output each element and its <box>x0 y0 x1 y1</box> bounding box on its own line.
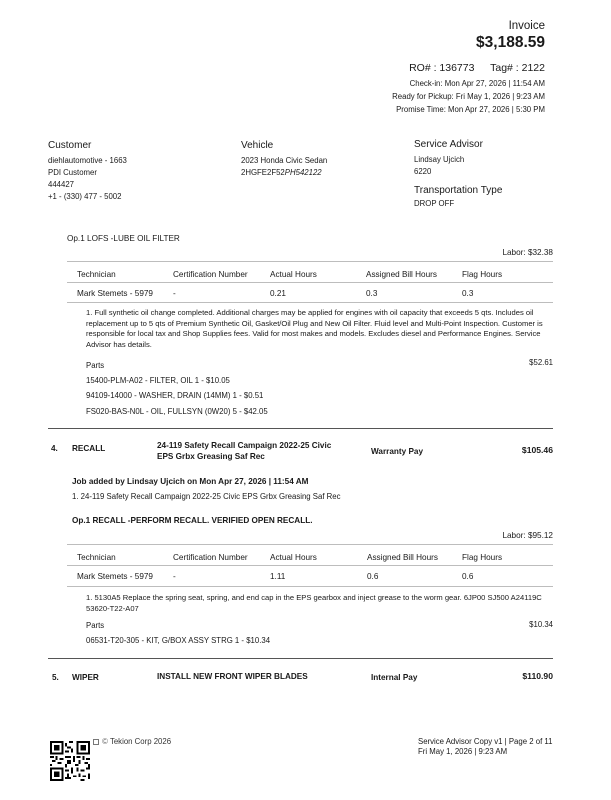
tag-number: Tag# : 2122 <box>490 62 545 74</box>
col-assigned-hours: Assigned Bill Hours <box>366 270 437 279</box>
customer-phone: +1 - (330) 477 - 5002 <box>48 192 122 201</box>
job4-note: 1. 24-119 Safety Recall Campaign 2022-25 Civic EPS Grbx Greasing Saf Rec <box>72 492 341 501</box>
part-item: FS020-BAS-N0L - OIL, FULLSYN (0W20) 5 - $42.05 <box>86 407 268 416</box>
job-divider <box>48 428 553 429</box>
job5-number: 5. <box>52 673 59 682</box>
job4-amount: $105.46 <box>521 445 553 455</box>
part-item: 94109-14000 - WASHER, DRAIN (14MM) 1 - $0.51 <box>86 391 264 400</box>
tech-name: Mark Stemets - 5979 <box>77 289 153 298</box>
job4-description <box>157 440 331 462</box>
advisor-block <box>414 139 502 210</box>
vehicle-description: 2023 Honda Civic Sedan <box>241 156 328 165</box>
divider <box>67 565 553 566</box>
col-certification: Certification Number <box>173 553 248 562</box>
checkin-time: Check-in: Mon Apr 27, 2026 | 11:54 AM <box>409 79 545 88</box>
col-actual-hours: Actual Hours <box>270 270 317 279</box>
col-assigned-hours: Assigned Bill Hours <box>367 553 438 562</box>
vin-suffix: PH542122 <box>284 168 322 177</box>
op1-description: 1. Full synthetic oil change completed. Additional charges may be applied for engines with oil capacity that exceeds 5 qts. Includes oil replacement up to 5 qts of Premium Synthetic Oil, Gasket/Oil Plug and New Oil Filter. Fluid level and Multi-Point Inspection. Customer is responsible for local tax and Shop Supplies fees. Valid for most makes and models. Excludes diesel and Performance Engines. Service Advisor has details. <box>86 308 543 349</box>
col-actual-hours: Actual Hours <box>270 553 317 562</box>
qr-code <box>50 741 90 781</box>
job4-desc-line1: 24-119 Safety Recall Campaign 2022-25 Civic <box>157 441 332 450</box>
actual-hours: 0.21 <box>270 289 286 298</box>
job4-parts-label: Parts <box>86 621 105 630</box>
promise-time: Promise Time: Mon Apr 27, 2026 | 5:30 PM <box>396 105 545 114</box>
doc-type: Invoice <box>508 20 545 32</box>
job5-pay-type: Internal Pay <box>371 673 418 682</box>
op1-title: Op.1 LOFS -LUBE OIL FILTER <box>67 234 180 243</box>
transport-value: DROP OFF <box>414 199 455 208</box>
transport-heading: Transportation Type <box>414 185 503 196</box>
customer-heading: Customer <box>48 140 92 151</box>
vehicle-heading: Vehicle <box>241 140 274 151</box>
cert-number: - <box>173 572 176 581</box>
job4-op-title: Op.1 RECALL -PERFORM RECALL. VERIFIED OPEN RECALL. <box>72 516 313 525</box>
divider <box>67 282 553 283</box>
job4-op-description: 1. 5130A5 Replace the spring seat, spring, and end cap in the EPS gearbox and inject grease to the worm gear. 6JP00 SJ500 A24119C 53620-T22-A07 <box>86 593 542 613</box>
customer-id: 444427 <box>48 180 75 189</box>
ro-number: RO# : 136773 <box>409 62 475 74</box>
job4-pay-type: Warranty Pay <box>371 447 424 456</box>
flag-hours: 0.3 <box>462 289 474 298</box>
tekion-logo-icon <box>93 739 99 745</box>
job5-code: WIPER <box>72 673 99 682</box>
assigned-hours: 0.3 <box>366 289 378 298</box>
divider <box>67 302 553 303</box>
customer-block <box>48 140 127 203</box>
job4-added-by: Job added by Lindsay Ujcich on Mon Apr 27, 2026 | 11:54 AM <box>72 477 309 486</box>
ro-tag-line <box>409 62 545 74</box>
footer-brand <box>93 737 171 748</box>
actual-hours: 1.11 <box>270 572 286 581</box>
footer-brand-text: Tekion Corp 2026 <box>109 737 172 746</box>
job4-code: RECALL <box>72 444 106 453</box>
col-flag-hours: Flag Hours <box>462 270 503 279</box>
vehicle-block <box>241 140 327 179</box>
vehicle-vin <box>241 167 327 179</box>
job-divider <box>48 658 553 659</box>
col-technician: Technician <box>77 270 116 279</box>
invoice-total: $3,188.59 <box>476 34 545 51</box>
part-item: 06531-T20-305 - KIT, G/BOX ASSY STRG 1 - $10.34 <box>86 636 271 645</box>
footer-copy: Service Advisor Copy v1 | Page 2 of 11 <box>418 737 553 746</box>
part-item: 15400-PLM-A02 - FILTER, OIL 1 - $10.05 <box>86 376 230 385</box>
ready-time: Ready for Pickup: Fri May 1, 2026 | 9:23 AM <box>392 92 545 101</box>
job5-description: INSTALL NEW FRONT WIPER BLADES <box>157 672 308 681</box>
job4-parts-total: $10.34 <box>529 620 553 629</box>
job4-desc-line2: EPS Grbx Greasing Saf Rec <box>157 452 265 461</box>
flag-hours: 0.6 <box>462 572 474 581</box>
job4-number: 4. <box>51 444 58 453</box>
advisor-number: 6220 <box>414 167 432 176</box>
tech-name: Mark Stemets - 5979 <box>77 572 153 581</box>
advisor-name: Lindsay Ujcich <box>414 155 465 164</box>
job5-amount: $110.90 <box>522 671 553 681</box>
job4-labor: Labor: $95.12 <box>502 531 553 540</box>
customer-type: PDI Customer <box>48 168 97 177</box>
customer-name: diehlautomotive - 1663 <box>48 156 127 165</box>
advisor-heading: Service Advisor <box>414 139 483 150</box>
divider <box>67 261 553 262</box>
divider <box>67 544 553 545</box>
assigned-hours: 0.6 <box>367 572 379 581</box>
divider <box>67 586 553 587</box>
footer-date: Fri May 1, 2026 | 9:23 AM <box>418 747 508 756</box>
cert-number: - <box>173 289 176 298</box>
op1-labor: Labor: $32.38 <box>502 248 553 257</box>
col-flag-hours: Flag Hours <box>462 553 503 562</box>
vin-prefix: 2HGFE2F52 <box>241 168 285 177</box>
col-technician: Technician <box>77 553 116 562</box>
op1-parts-label: Parts <box>86 361 105 370</box>
copyright-icon: © <box>102 737 108 746</box>
op1-parts-total: $52.61 <box>529 358 553 367</box>
col-certification: Certification Number <box>173 270 248 279</box>
